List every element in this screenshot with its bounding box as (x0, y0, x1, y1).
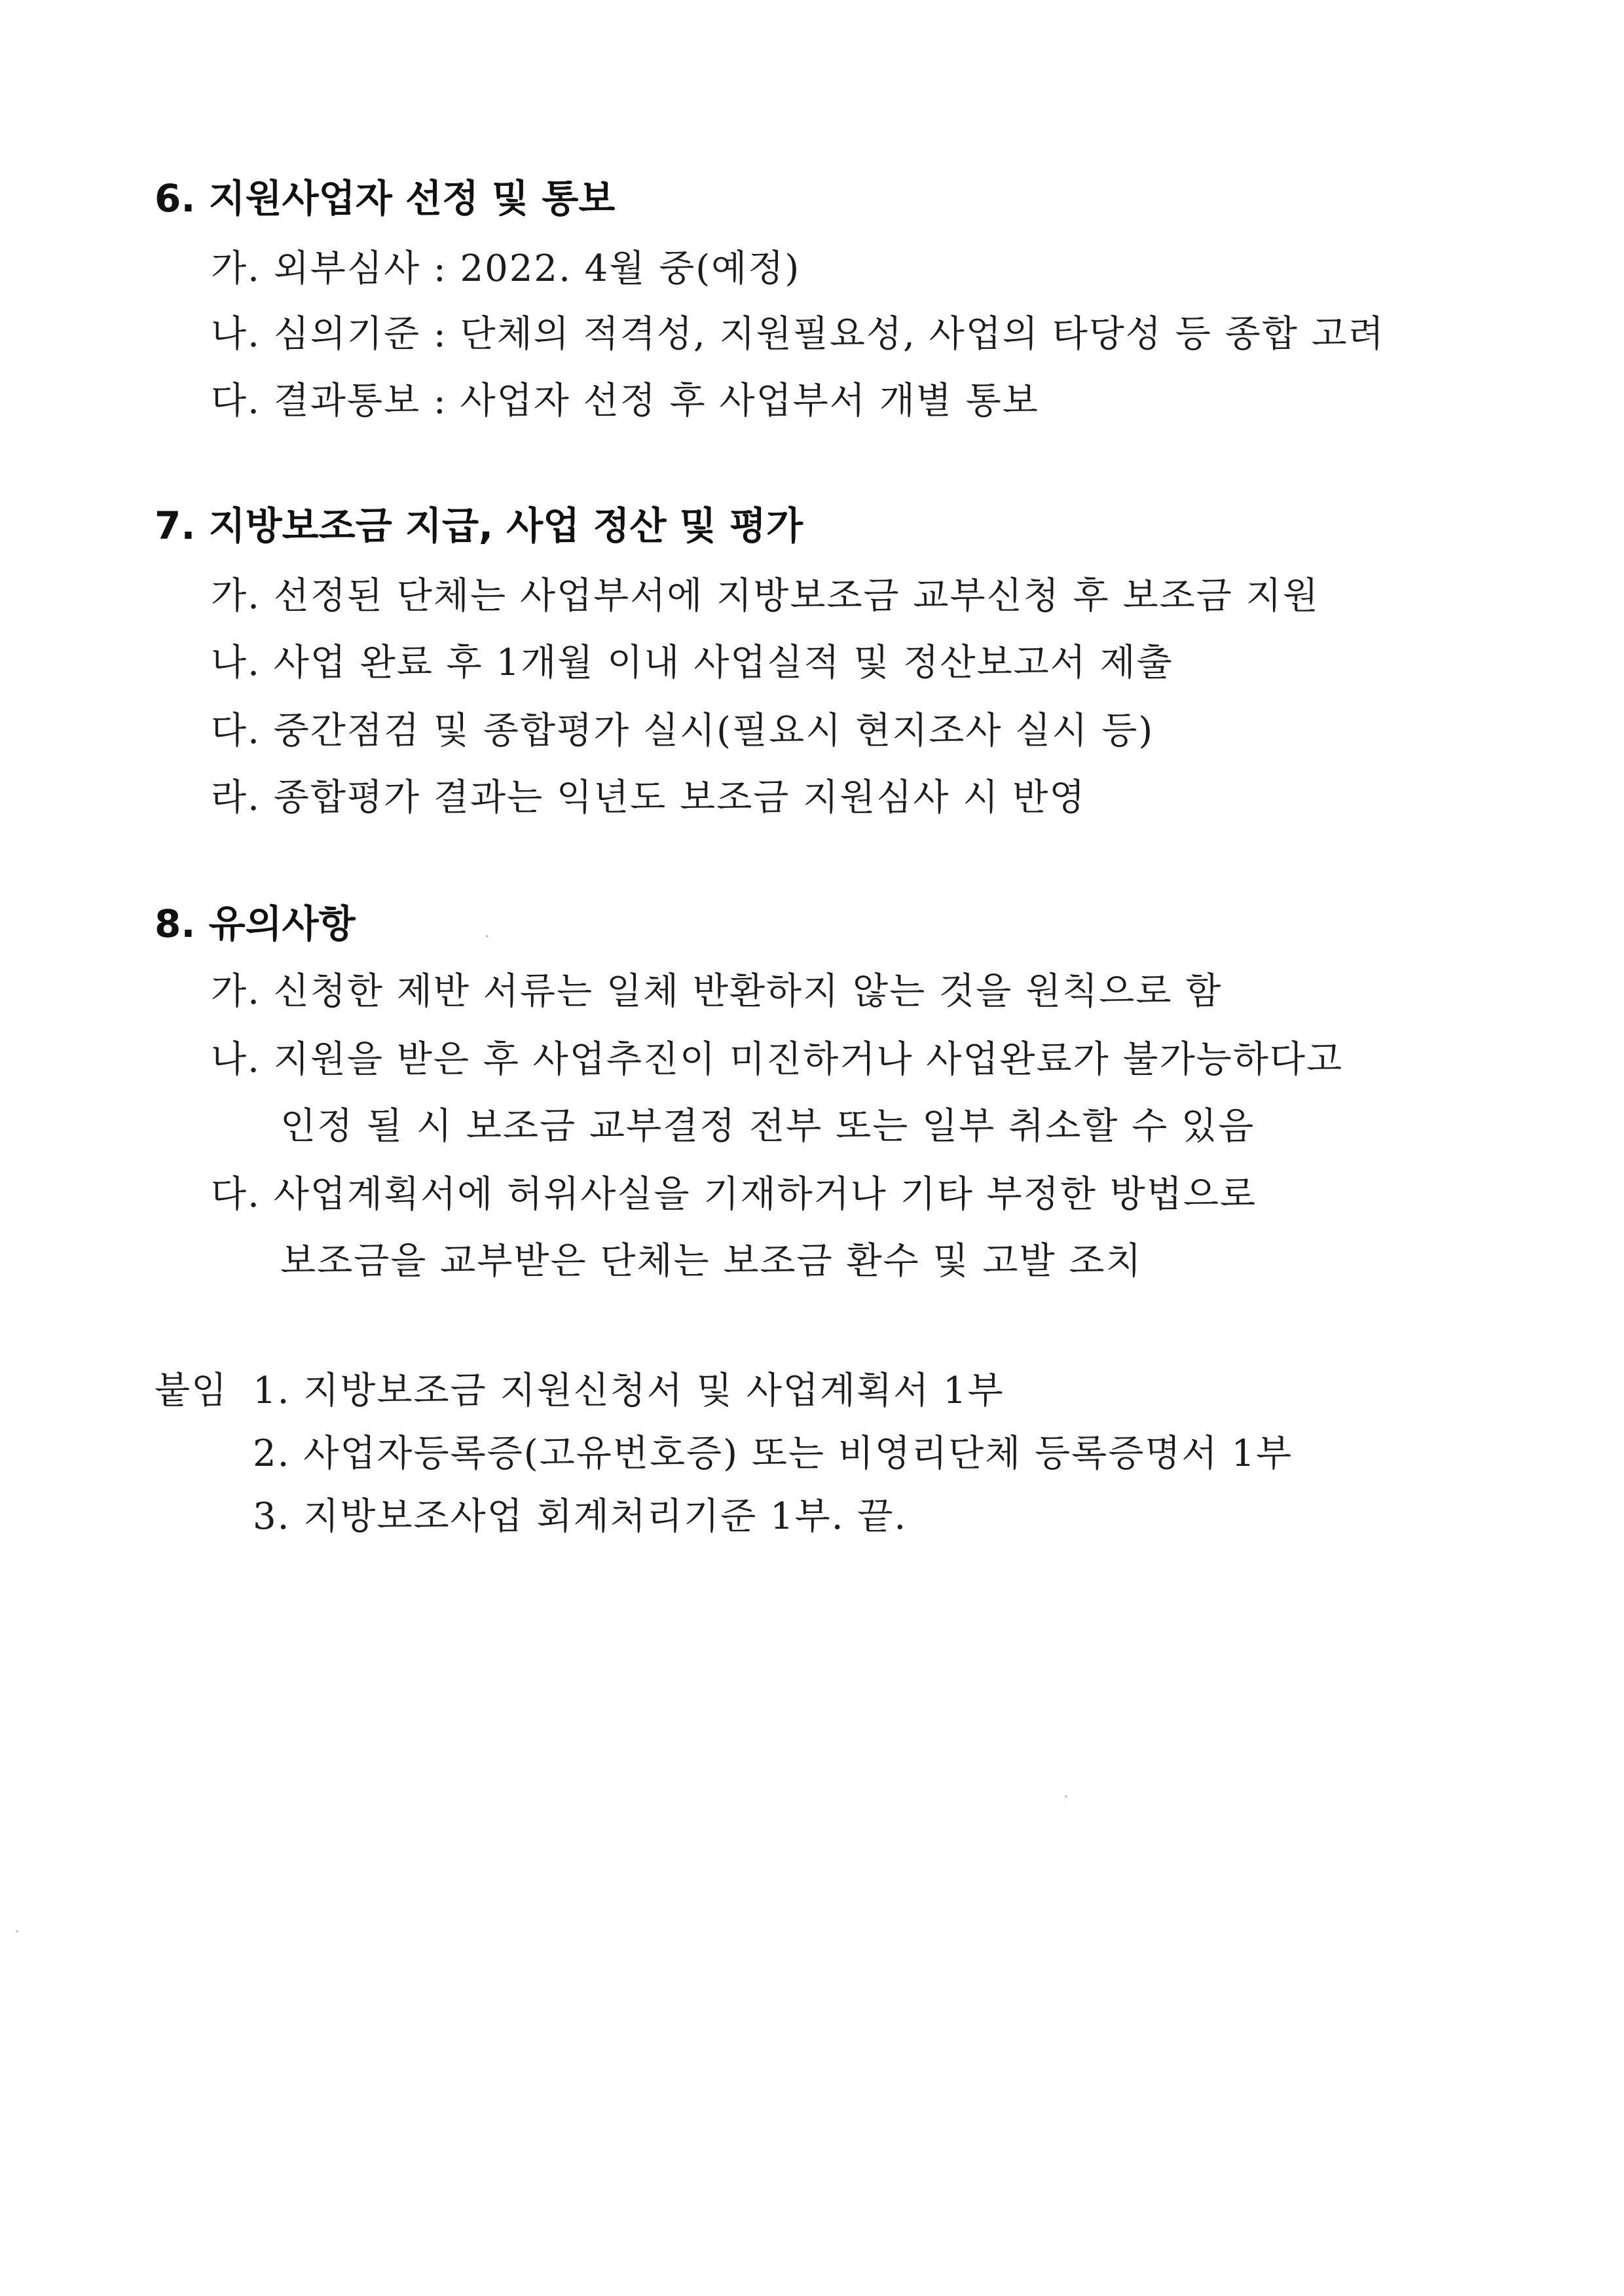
section-7-heading: 7. 지방보조금 지급, 사업 정산 및 평가 (155, 503, 803, 548)
section-8-heading: 8. 유의사항 (155, 902, 356, 946)
scan-speck (16, 1930, 18, 1933)
scan-speck (1065, 1795, 1067, 1798)
section-8-item-c-continued: 보조금을 교부받은 단체는 보조금 환수 및 고발 조치 (280, 1240, 1143, 1283)
section-7-item-a: 가. 선정된 단체는 사업부서에 지방보조금 교부신청 후 보조금 지원 (211, 575, 1320, 617)
attachment-item-2: 2. 사업자등록증(고유번호증) 또는 비영리단체 등록증명서 1부 (253, 1432, 1293, 1475)
attachments-label: 붙임 (155, 1370, 229, 1412)
section-6-item-c: 다. 결과통보 : 사업자 선정 후 사업부서 개별 통보 (211, 380, 1039, 422)
section-8-item-b-continued: 인정 될 시 보조금 교부결정 전부 또는 일부 취소할 수 있음 (280, 1105, 1255, 1148)
section-8-item-c: 다. 사업계획서에 허위사실을 기재하거나 기타 부정한 방법으로 (211, 1173, 1257, 1216)
attachment-item-1: 1. 지방보조금 지원신청서 및 사업계획서 1부 (253, 1370, 1005, 1412)
section-8-item-b: 나. 지원을 받은 후 사업추진이 미진하거나 사업완료가 불가능하다고 (211, 1038, 1344, 1081)
section-6-item-a: 가. 외부심사 : 2022. 4월 중(예정) (211, 247, 801, 290)
scan-speck (486, 935, 489, 938)
section-6-item-b: 나. 심의기준 : 단체의 적격성, 지원필요성, 사업의 타당성 등 종합 고려 (211, 313, 1385, 355)
section-7-item-d: 라. 종합평가 결과는 익년도 보조금 지원심사 시 반영 (211, 776, 1086, 819)
section-7-item-b: 나. 사업 완료 후 1개월 이내 사업실적 및 정산보고서 제출 (211, 642, 1173, 684)
section-6-heading: 6. 지원사업자 선정 및 통보 (155, 176, 616, 221)
attachment-item-3: 3. 지방보조사업 회계처리기준 1부. 끝. (253, 1495, 908, 1538)
section-8-item-a: 가. 신청한 제반 서류는 일체 반환하지 않는 것을 원칙으로 함 (211, 970, 1223, 1013)
section-7-item-c: 다. 중간점검 및 종합평가 실시(필요시 현지조사 실시 등) (211, 710, 1154, 752)
